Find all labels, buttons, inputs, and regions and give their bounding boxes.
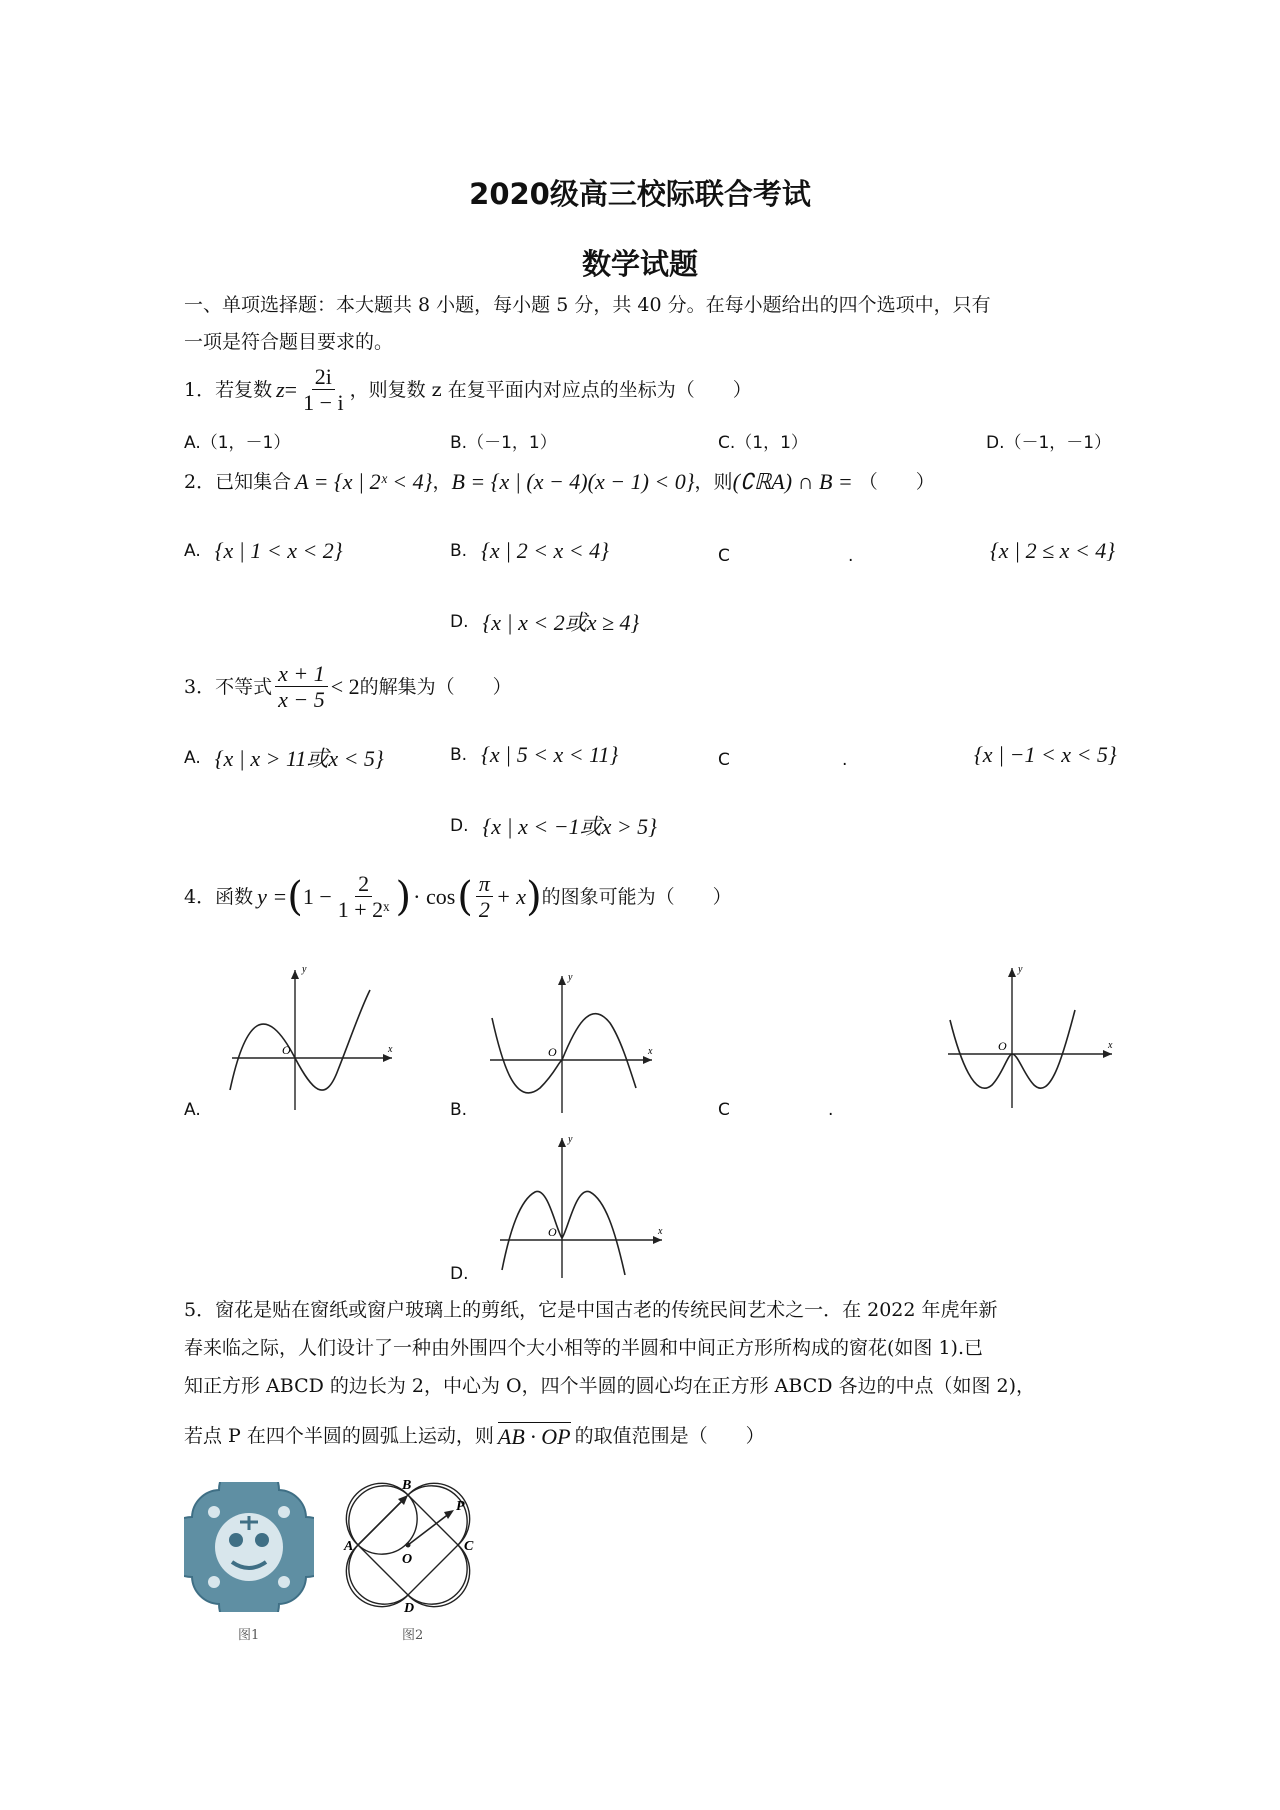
- q2-sep: ，: [432, 471, 452, 493]
- q1-stem-text: ，则复数 z 在复平面内对应点的坐标为（ ）: [349, 378, 752, 401]
- q2-option-c-dot: .: [848, 546, 854, 566]
- q2-option-d-label: D.: [450, 611, 469, 632]
- q3-option-c-label[interactable]: C: [718, 750, 730, 770]
- q4-fraction-2: [476, 872, 493, 921]
- q3-option-a[interactable]: [184, 742, 384, 773]
- q4a-curve: [230, 990, 370, 1090]
- q4-stem-text: 的图象可能为（ ）: [541, 885, 732, 908]
- q4-paren-open-2: (: [457, 873, 473, 920]
- q4c-y-arrow: [1008, 968, 1016, 977]
- q4-y: y =: [257, 883, 288, 909]
- section1-line1: 一、单项选择题：本大题共 8 小题，每小题 5 分，共 40 分。在每小题给出的四个选项中，只有: [184, 294, 991, 316]
- q5-fig1-hole-1: [208, 1506, 220, 1518]
- q2-option-a[interactable]: [184, 538, 343, 564]
- q4b-x-arrow: [643, 1056, 652, 1064]
- q4-label-c[interactable]: C: [718, 1100, 730, 1120]
- q1-fraction: [300, 365, 347, 414]
- q1-frac-num: 2i: [312, 365, 335, 390]
- q4-plus-x: + x: [495, 883, 527, 909]
- q5-fig2-arc-cd: [408, 1545, 467, 1604]
- exam-subtitle: 数学试题: [581, 247, 698, 281]
- q3-option-d-label: D.: [450, 815, 469, 836]
- q2-paren: （ ）: [858, 471, 935, 493]
- q5-fig2-vector-op: [408, 1513, 450, 1545]
- q3-frac-num: x + 1: [275, 662, 328, 687]
- q3-option-b[interactable]: [450, 742, 618, 768]
- q4-paren-close-1: ): [395, 873, 412, 920]
- q5-fig1-eye-right: [255, 1533, 269, 1547]
- q2-option-b-value: {x | 2 < x < 4}: [481, 538, 609, 563]
- q1-option-b[interactable]: B.（－1，1）: [450, 433, 557, 453]
- q5-fig2-label-o: O: [402, 1552, 413, 1567]
- q4-f2-den: 2: [478, 897, 490, 923]
- q5-line4a: 若点 P 在四个半圆的圆弧上运动，则: [184, 1424, 494, 1447]
- q4-label-b[interactable]: B.: [450, 1100, 468, 1120]
- q4-fraction-1: [335, 872, 393, 921]
- q4b-y-label: y: [568, 972, 573, 983]
- q3-fraction: [275, 662, 328, 711]
- q5-line1: 5．窗花是贴在窗纸或窗户玻璃上的剪纸，它是中国古老的传统民间艺术之一．在 2022 年虎年新: [184, 1299, 998, 1321]
- q5-line3: 知正方形 ABCD 的边长为 2，中心为 O，四个半圆的圆心均在正方形 ABCD 各边的中点（如图 2)，: [184, 1375, 1036, 1397]
- q4c-x-label: x: [1108, 1040, 1113, 1051]
- exam-title: 2020级高三校际联合考试: [469, 177, 811, 211]
- q4-graph-a[interactable]: [220, 960, 400, 1120]
- q5-vector-expr: AB · OP: [497, 1424, 571, 1449]
- q1-number: 1．若复数: [184, 378, 273, 401]
- q4-f1-den: 1 + 2ˣ: [337, 897, 390, 923]
- q1-eq: =: [284, 376, 298, 402]
- q2-option-c-label[interactable]: C: [718, 546, 730, 566]
- q2-option-c-value[interactable]: {x | 2 ≤ x < 4}: [990, 538, 1116, 563]
- q2-option-d-value: {x | x < 2或x ≥ 4}: [482, 610, 640, 635]
- q3-frac-den: x − 5: [278, 687, 325, 713]
- q4-cos: · cos: [413, 883, 456, 909]
- q4b-x-label: x: [648, 1046, 653, 1057]
- q4a-x-label: x: [388, 1044, 393, 1055]
- q5-fig2-label-b: B: [402, 1478, 412, 1493]
- q3-option-c-value[interactable]: {x | −1 < x < 5}: [974, 742, 1117, 767]
- q3-option-d[interactable]: [450, 810, 657, 841]
- q3-option-d-value: {x | x < −1或x > 5}: [482, 814, 657, 839]
- q4-graph-b[interactable]: [480, 968, 660, 1118]
- q5-fig1-hole-4: [278, 1576, 290, 1588]
- q5-fig1-eye-left: [229, 1533, 243, 1547]
- q3-option-b-value: {x | 5 < x < 11}: [481, 742, 619, 767]
- q4-stem: [184, 872, 732, 921]
- q3-stem: [184, 662, 512, 711]
- q4c-origin: O: [998, 1039, 1007, 1053]
- q5-fig2-arc-ab: [349, 1486, 408, 1545]
- q5-fig1-hole-3: [208, 1576, 220, 1588]
- q4-paren-close-2: ): [526, 873, 542, 920]
- q2-then: ，则: [694, 471, 733, 493]
- q4d-y-arrow: [558, 1138, 566, 1147]
- q2-number: 2．已知集合: [184, 471, 292, 493]
- q1-option-d[interactable]: D.（－1，－1）: [986, 433, 1112, 453]
- q4d-x-arrow: [653, 1236, 662, 1244]
- q4d-y-label: y: [568, 1134, 573, 1145]
- q5-figure2-geometry: [340, 1470, 500, 1620]
- q4b-y-arrow: [558, 976, 566, 985]
- q4d-origin: O: [548, 1225, 557, 1239]
- q4-number: 4．函数: [184, 885, 254, 908]
- q5-fig2-label-c: C: [464, 1539, 474, 1554]
- q3-rhs: < 2: [330, 673, 360, 699]
- q4-f2-num: π: [476, 872, 493, 897]
- q1-z: z: [276, 376, 285, 402]
- q5-fig1-hole-2: [278, 1506, 290, 1518]
- q4d-curve: [502, 1191, 625, 1275]
- q5-fig1-caption: 图1: [238, 1628, 260, 1643]
- q4c-x-arrow: [1103, 1050, 1112, 1058]
- q4a-origin: O: [282, 1043, 291, 1057]
- q4-f1-num: 2: [355, 872, 372, 897]
- q4-label-d[interactable]: D.: [450, 1264, 469, 1284]
- q2-option-b[interactable]: [450, 538, 609, 564]
- q5-fig2-label-d: D: [404, 1601, 415, 1616]
- q4a-y-arrow: [291, 970, 299, 979]
- q5-fig2-caption: 图2: [402, 1628, 424, 1643]
- q4c-y-label: y: [1018, 964, 1023, 975]
- q5-fig2-outer-cd: [408, 1545, 470, 1607]
- q5-fig2-label-p: P: [456, 1499, 465, 1514]
- q2-option-d[interactable]: [450, 606, 639, 637]
- q4-label-a[interactable]: A.: [184, 1100, 201, 1120]
- q2-set-a: A = {x | 2ˣ < 4}: [295, 469, 433, 494]
- q2-set-b: B = {x | (x − 4)(x − 1) < 0}: [451, 469, 695, 494]
- q5-fig2-label-a: A: [344, 1539, 354, 1554]
- q5-line4: [184, 1422, 765, 1449]
- q4-graph-c[interactable]: [940, 960, 1120, 1110]
- q2-option-a-value: {x | 1 < x < 2}: [214, 538, 343, 563]
- section1-line2: 一项是符合题目要求的。: [184, 331, 394, 353]
- q4b-origin: O: [548, 1045, 557, 1059]
- q5-figure1-papercut: [184, 1482, 314, 1612]
- q3-option-a-value: {x | x > 11或x < 5}: [214, 746, 384, 771]
- q4-graph-d[interactable]: [490, 1130, 670, 1280]
- q4a-y-label: y: [302, 964, 307, 975]
- q2-option-b-label: B.: [450, 541, 468, 561]
- q4b-curve: [492, 1014, 636, 1093]
- q3-number: 3．不等式: [184, 675, 273, 698]
- q1-option-c[interactable]: C.（1，1）: [718, 433, 808, 453]
- q3-option-a-label: A.: [184, 747, 201, 768]
- q5-fig2-outer-ab: [346, 1483, 408, 1545]
- q4-label-c-dot: .: [828, 1100, 834, 1120]
- q5-line4b: 的取值范围是（ ）: [574, 1424, 765, 1447]
- q1-stem: [184, 365, 752, 414]
- q4-one: 1 −: [302, 883, 332, 909]
- q5-fig2-vector-ab: [358, 1499, 404, 1545]
- q4d-x-label: x: [658, 1226, 663, 1237]
- q4-paren-open-1: (: [287, 873, 303, 920]
- q1-option-a[interactable]: A.（1，－1）: [184, 433, 291, 453]
- q2-expr: (∁ℝA) ∩ B =: [732, 469, 853, 494]
- q3-stem-text: 的解集为（ ）: [359, 675, 512, 698]
- q1-frac-den: 1 − i: [303, 390, 344, 416]
- q2-stem: [184, 470, 935, 494]
- q3-option-b-label: B.: [450, 745, 468, 765]
- q5-fig2-vector-op-arrow: [444, 1510, 454, 1519]
- q4a-x-arrow: [383, 1054, 392, 1062]
- q3-option-c-dot: .: [842, 750, 848, 770]
- q2-option-a-label: A.: [184, 541, 201, 561]
- q5-line2: 春来临之际，人们设计了一种由外围四个大小相等的半圆和中间正方形所构成的窗花(如图 1).已: [184, 1337, 983, 1359]
